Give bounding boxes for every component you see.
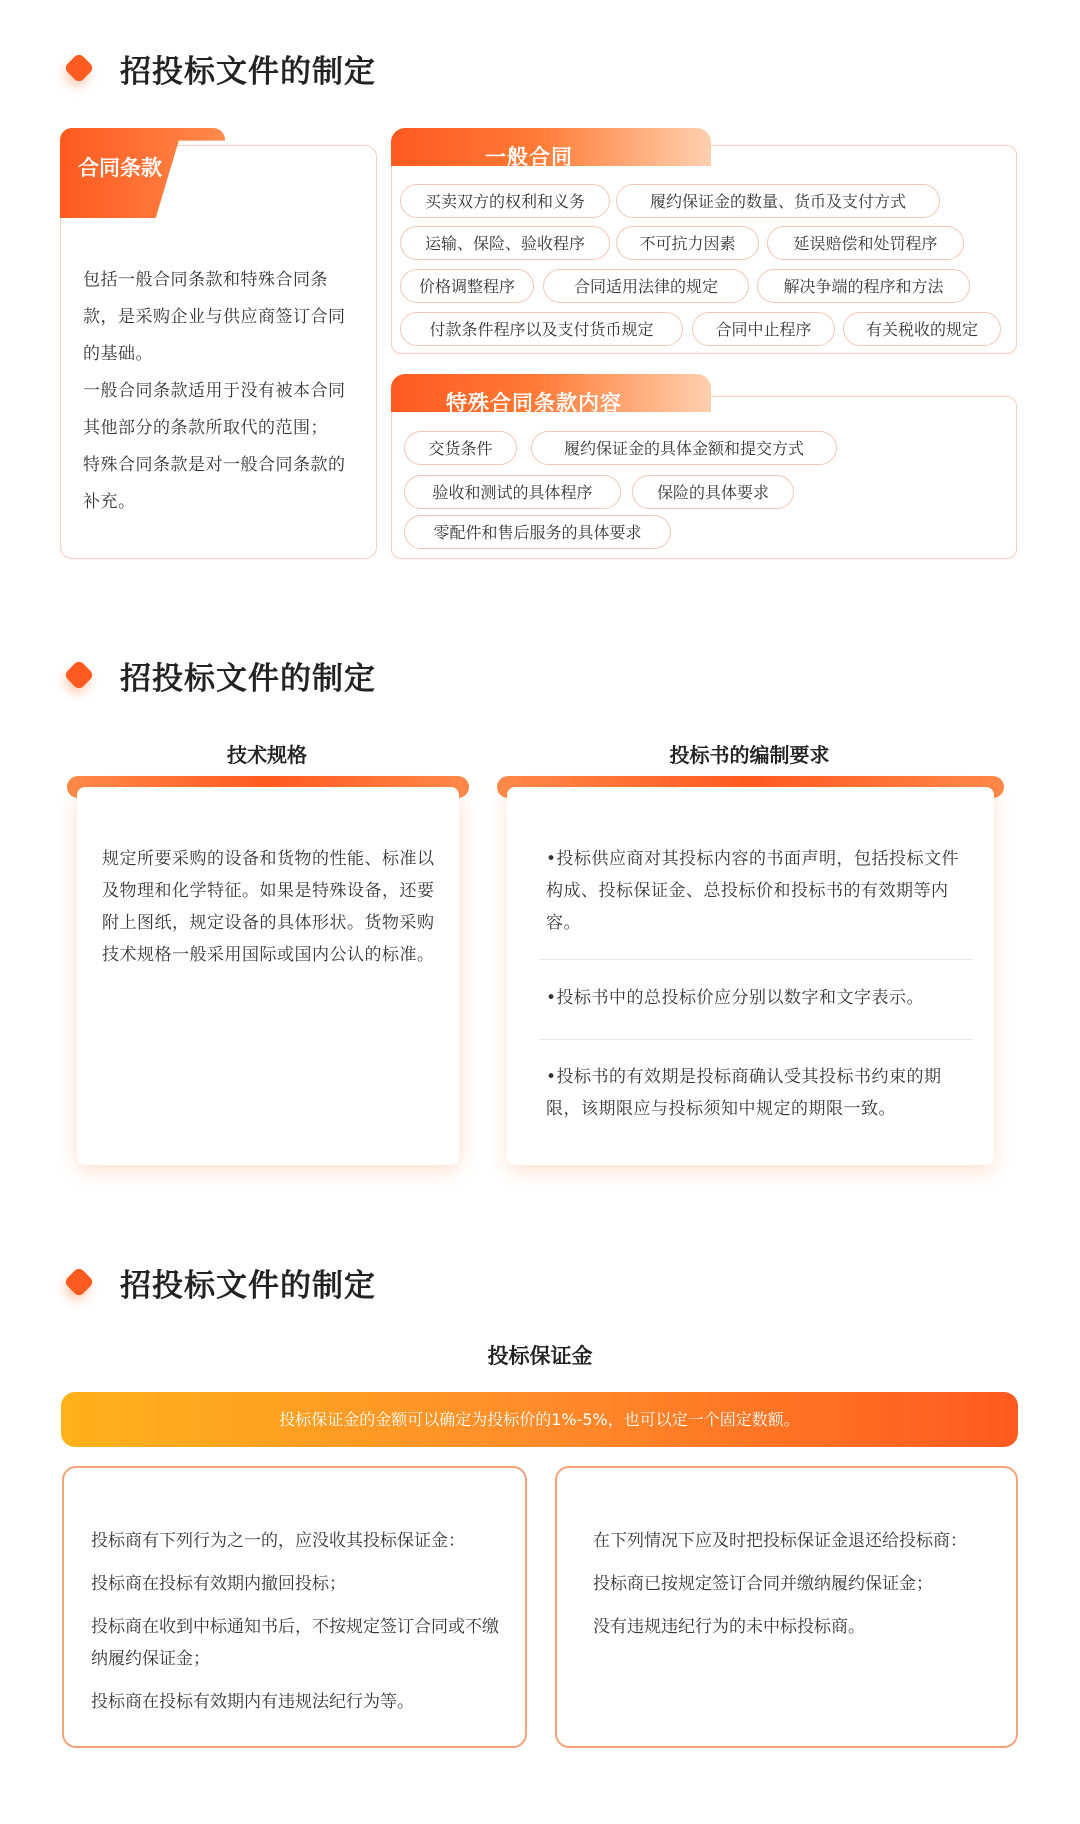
forfeit-item: 投标商在收到中标通知书后，不按规定签订合同或不缴纳履约保证金；: [91, 1617, 499, 1669]
section-title: 招投标文件的制定: [120, 1267, 376, 1304]
section-title: 招投标文件的制定: [120, 53, 376, 90]
contract-paragraph: 包括一般合同条款和特殊合同条款，是采购企业与供应商签订合同的基础。: [83, 270, 346, 364]
forfeit-item: 投标商在投标有效期内有违规法纪行为等。: [91, 1692, 414, 1712]
refund-item: 没有违规违纪行为的未中标投标商。: [593, 1617, 865, 1637]
contract-terms-text: [83, 262, 353, 521]
forfeit-conditions-text: [91, 1525, 501, 1729]
deposit-banner-text: 投标保证金的金额可以确定为投标价的1%-5%，也可以定一个固定数额。: [279, 1410, 800, 1429]
general-item: 付款条件程序以及支付货币规定: [400, 312, 683, 346]
general-contract-tab-label: 一般合同: [485, 145, 573, 169]
special-item: 零配件和售后服务的具体要求: [404, 515, 671, 549]
divider: [540, 959, 972, 960]
general-item: 不可抗力因素: [616, 226, 759, 260]
refund-item: 在下列情况下应及时把投标保证金退还给投标商：: [593, 1531, 967, 1551]
general-item: 解决争端的程序和方法: [757, 269, 970, 303]
general-item: 合同中止程序: [692, 312, 835, 346]
special-item: 保险的具体要求: [632, 475, 794, 509]
general-item: 有关税收的规定: [843, 312, 1001, 346]
special-contract-tab-label: 特殊合同条款内容: [446, 391, 622, 415]
special-item: 交货条件: [404, 431, 517, 465]
general-item: 运输、保险、验收程序: [400, 226, 610, 260]
contract-terms-tab-label: 合同条款: [78, 156, 162, 180]
contract-paragraph: 一般合同条款适用于没有被本合同其他部分的条款所取代的范围；: [83, 381, 346, 438]
bid-requirement-item: •投标书中的总投标价应分别以数字和文字表示。: [546, 988, 925, 1008]
tech-spec-text: 规定所要采购的设备和货物的性能、标准以及物理和化学特征。如果是特殊设备，还要附上图纸，规定设备的具体形状。货物采购技术规格一般采用国际或国内公认的标准。: [102, 849, 435, 965]
special-item: 验收和测试的具体程序: [404, 475, 621, 509]
refund-item: 投标商已按规定签订合同并缴纳履约保证金；: [593, 1574, 933, 1594]
deposit-title: 投标保证金: [487, 1344, 593, 1368]
diamond-bullet-icon: [63, 659, 94, 690]
bid-requirement-item: •投标供应商对其投标内容的书面声明，包括投标文件构成、投标保证金、总投标价和投标书的有效期等内容。: [546, 849, 960, 933]
diamond-bullet-icon: [63, 1266, 94, 1297]
tech-spec-title: 技术规格: [227, 743, 307, 767]
contract-paragraph: 特殊合同条款是对一般合同条款的补充。: [83, 455, 346, 512]
general-item: 延误赔偿和处罚程序: [767, 226, 964, 260]
forfeit-item: 投标商有下列行为之一的，应没收其投标保证金：: [91, 1531, 465, 1551]
section-title: 招投标文件的制定: [120, 660, 376, 697]
general-item: 合同适用法律的规定: [543, 269, 749, 303]
general-item: 履约保证金的数量、货币及支付方式: [616, 184, 940, 218]
bid-requirements-title: 投标书的编制要求: [669, 743, 830, 767]
refund-conditions-text: [593, 1525, 998, 1654]
forfeit-item: 投标商在投标有效期内撤回投标；: [91, 1574, 346, 1594]
general-item: 价格调整程序: [400, 269, 534, 303]
special-item: 履约保证金的具体金额和提交方式: [531, 431, 837, 465]
section-header-3: [62, 1257, 376, 1307]
section-header-2: [62, 650, 376, 700]
diamond-bullet-icon: [63, 52, 94, 83]
bid-requirement-item: •投标书的有效期是投标商确认受其投标书约束的期限，该期限应与投标须知中规定的期限一致。: [546, 1067, 942, 1119]
divider: [540, 1039, 972, 1040]
general-item: 买卖双方的权利和义务: [400, 184, 610, 218]
section-header-1: [62, 43, 376, 93]
